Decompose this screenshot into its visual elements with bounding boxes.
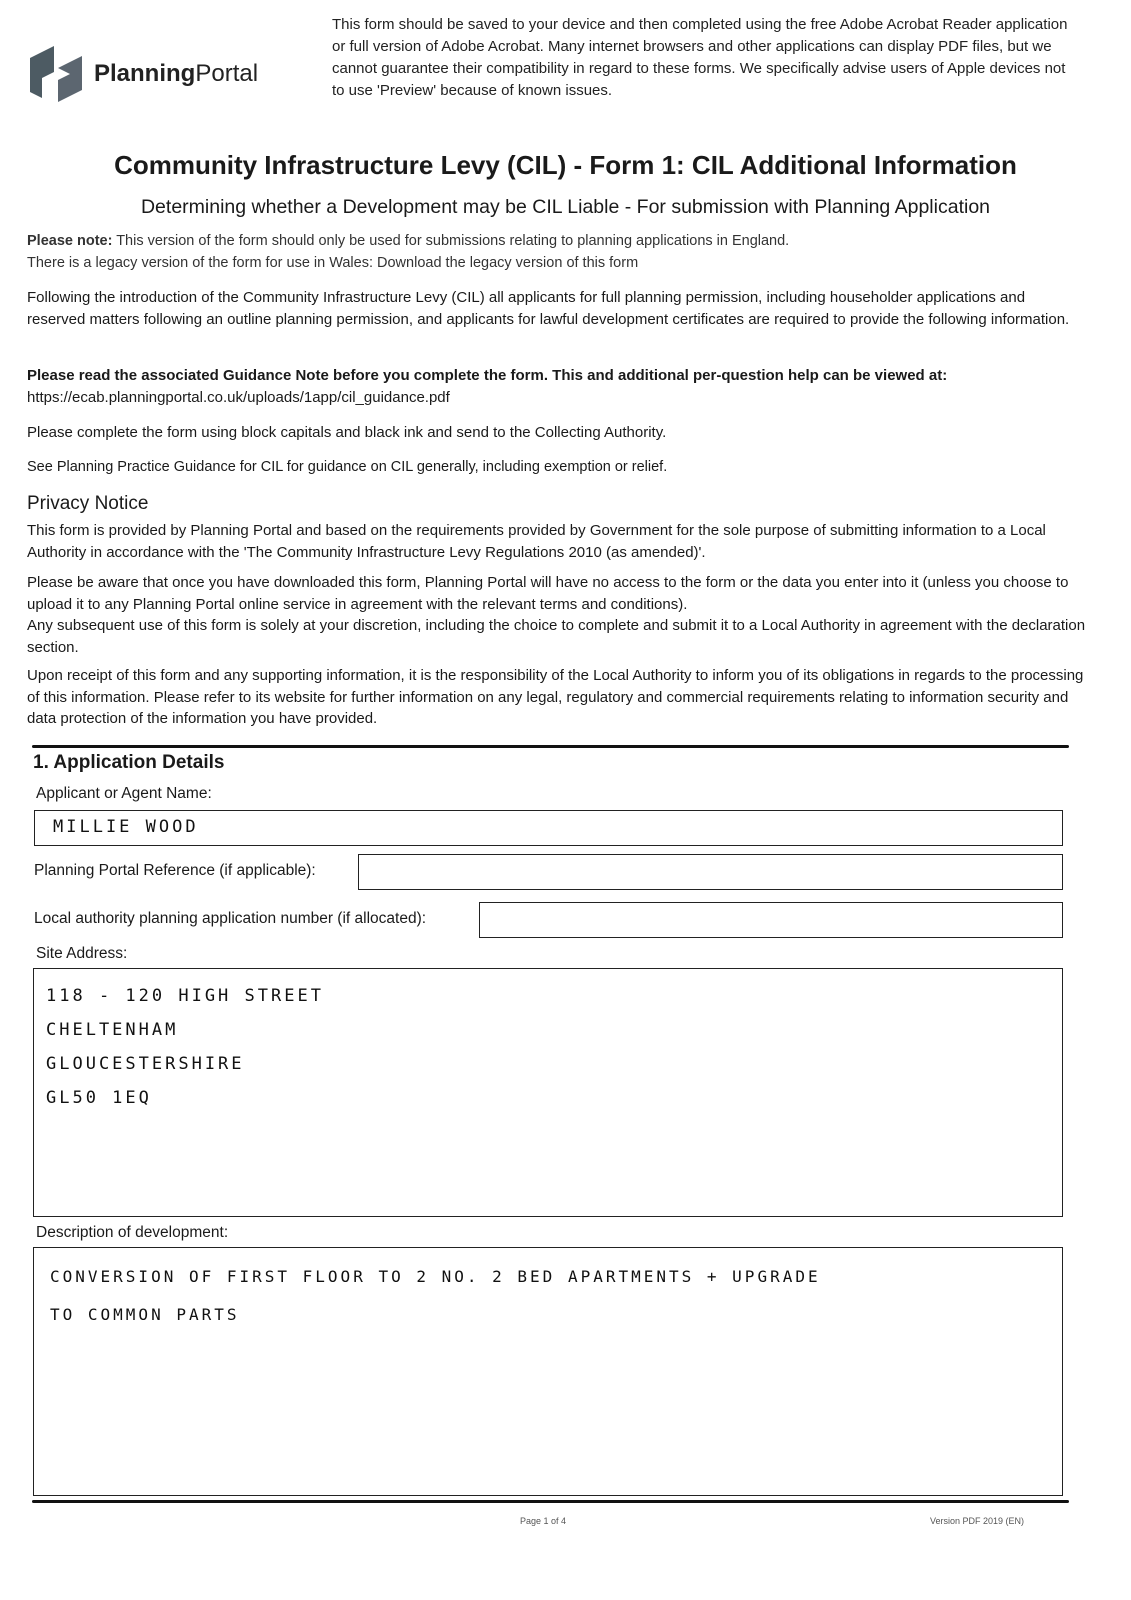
privacy-paragraph: Any subsequent use of this form is solely at your discretion, including the choice to complete and submit it to a Local Authority in agreement with the declaration section. [27, 617, 1086, 656]
applicant-label: Applicant or Agent Name: [36, 785, 212, 802]
guidance-link[interactable]: https://ecab.planningportal.co.uk/uploads/1app/cil_guidance.pdf [27, 389, 450, 406]
la-number-field[interactable] [479, 902, 1063, 938]
site-address-label: Site Address: [36, 945, 128, 962]
section-heading: 1. Application Details [33, 752, 225, 773]
compatibility-notice: This form should be saved to your device and then completed using the free Adobe Acrobat Reader application or full version of Adobe Acrobat. Many internet browsers and other applications can display PDF files, but we cannot guarantee their compatibility in regard to these forms. We specifically advise users of Apple devices not to use 'Preview' because of known issues. [332, 16, 1068, 99]
page-subtitle: Determining whether a Development may be CIL Liable - For submission with Planning Application [140, 196, 991, 218]
page-title: Community Infrastructure Levy (CIL) - Form 1: CIL Additional Information [114, 150, 1017, 180]
description-field[interactable] [33, 1247, 1063, 1496]
logo-mark-icon [28, 42, 84, 106]
applicant-name-field[interactable]: MILLIE WOOD [34, 810, 1063, 846]
version-label: Version PDF 2019 (EN) [930, 1516, 1025, 1526]
legacy-version-link[interactable]: There is a legacy version of the form for use in Wales: Download the legacy version of this form [27, 255, 639, 271]
privacy-heading: Privacy Notice [27, 493, 149, 514]
practice-guidance-text: See Planning Practice Guidance for CIL for guidance on CIL generally, including exemption or relief. [27, 459, 668, 475]
pp-reference-label: Planning Portal Reference (if applicable): [34, 862, 316, 879]
address-line: CHELTENHAM [46, 1020, 179, 1040]
block-capitals-instruction: Please complete the form using block capitals and black ink and send to the Collecting Authority. [27, 424, 667, 441]
privacy-paragraph: This form is provided by Planning Portal and based on the requirements provided by Government for the sole purpose of submitting information to a Local Authority in accordance with the 'The Community Infrastructure Levy Regulations 2010 (as amended)'. [27, 522, 1046, 561]
site-address-field[interactable] [33, 968, 1063, 1217]
planning-portal-logo [28, 42, 258, 106]
la-number-label: Local authority planning application number (if allocated): [34, 910, 427, 927]
logo-text-bold: Planning [94, 60, 196, 87]
intro-paragraph: Following the introduction of the Community Infrastructure Levy (CIL) all applicants for full planning permission, including householder applications and reserved matters following an outline planning permission, and applicants for lawful development certificates are required to provide the following information. [27, 289, 1070, 328]
description-line: CONVERSION OF FIRST FLOOR TO 2 NO. 2 BED APARTMENTS + UPGRADE [50, 1267, 821, 1286]
please-note: Please note: This version of the form should only be used for submissions relating to planning applications in England. [27, 233, 790, 249]
guidance-heading: Please read the associated Guidance Note before you complete the form. This and additional per-question help can be viewed at: [27, 367, 948, 384]
privacy-paragraph: Please be aware that once you have downloaded this form, Planning Portal will have no access to the form or the data you enter into it (unless you choose to upload it to any Planning Portal online service in agreement with the relevant terms and conditions). [27, 574, 1069, 613]
privacy-paragraph: Upon receipt of this form and any supporting information, it is the responsibility of the Local Authority to inform you of its obligations in regards to the processing of this information. Please refer to its website for further information on any legal, regulatory and commercial requirements relating to information security and data protection of the information you have provided. [27, 667, 1084, 727]
section-divider [32, 1500, 1069, 1503]
pp-reference-field[interactable] [358, 854, 1063, 890]
page-number: Page 1 of 4 [520, 1516, 567, 1526]
address-line: GLOUCESTERSHIRE [46, 1054, 245, 1074]
address-line: 118 - 120 HIGH STREET [46, 986, 324, 1006]
description-line: TO COMMON PARTS [50, 1305, 240, 1324]
description-label: Description of development: [36, 1224, 229, 1241]
section-divider [32, 745, 1069, 748]
address-line: GL50 1EQ [46, 1088, 152, 1108]
logo-text-light: Portal [195, 60, 259, 87]
